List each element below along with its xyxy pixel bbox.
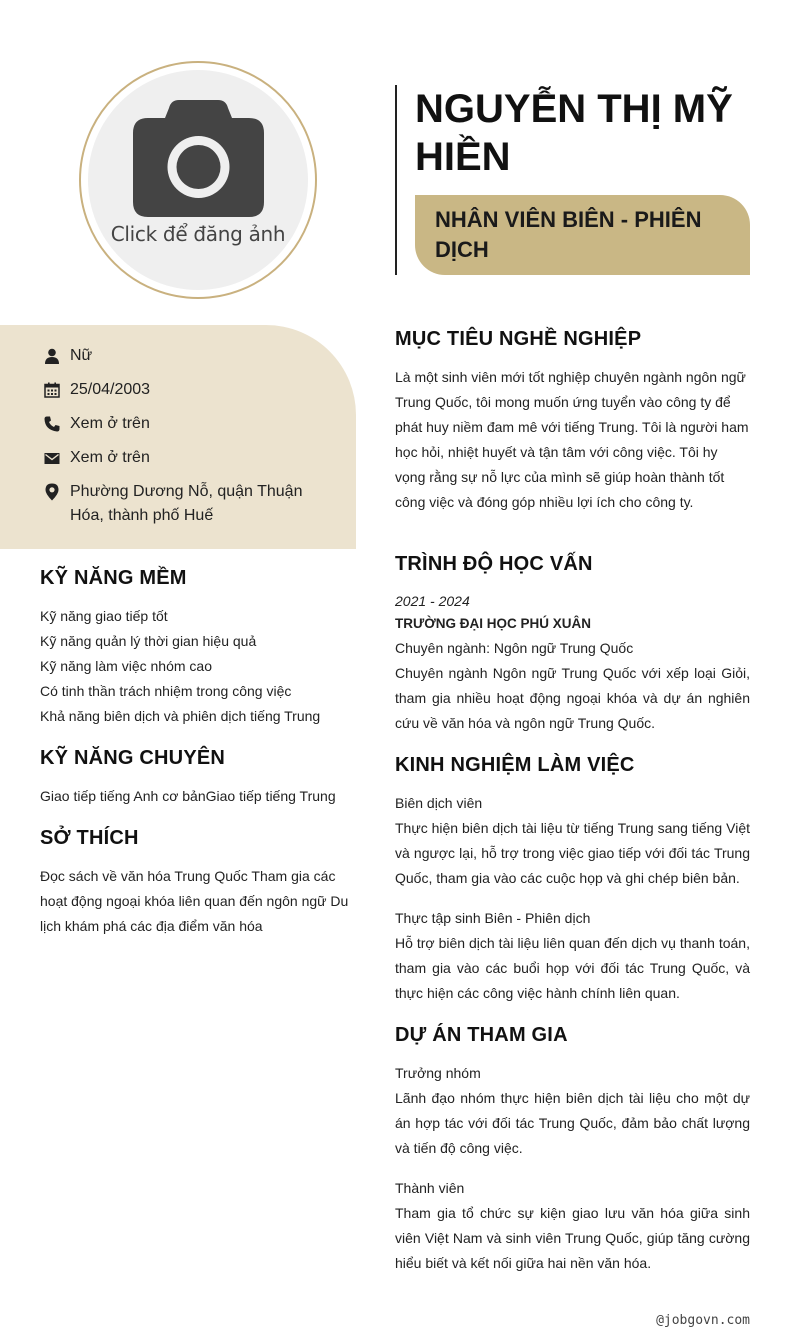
envelope-icon [40,446,64,470]
gender-value: Nữ [70,347,93,364]
phone-value[interactable]: Xem ở trên [70,415,150,432]
soft-skills-list [40,604,356,729]
info-gender [40,344,310,368]
list-item: Kỹ năng quản lý thời gian hiệu quả [40,633,257,649]
projects-title: DỰ ÁN THAM GIA [395,1024,568,1046]
phone-icon [40,412,64,436]
project-role: Thành viên [395,1180,465,1196]
objective-title: MỤC TIÊU NGHỀ NGHIỆP [395,328,642,350]
camera-icon [133,100,264,217]
experience-description: Thực hiện biên dịch tài liệu từ tiếng Trung sang tiếng Việt và ngược lại, hỗ trợ trong việc giao tiếp với đối tác Trung Quốc, tham gia vào các cuộc họp và ghi chép biên bản. [395,820,750,886]
info-birthday [40,378,310,402]
experience-title: KINH NGHIỆM LÀM VIỆC [395,754,635,776]
info-address [40,480,310,528]
info-email [40,446,310,470]
info-phone [40,412,310,436]
education-description: Chuyên ngành Ngôn ngữ Trung Quốc với xếp loại Giỏi, tham gia nhiều hoạt động ngoại khóa và dự án nghiên cứu về văn hóa và ngôn ngữ Trung Quốc. [395,665,750,731]
list-item: Khả năng biên dịch và phiên dịch tiếng Trung [40,708,321,724]
project-description: Tham gia tổ chức sự kiện giao lưu văn hóa giữa sinh viên Việt Nam và sinh viên Trung Quốc, giúp tăng cường hiểu biết và kết nối giữa hai nền văn hóa. [395,1205,750,1271]
candidate-name: NGUYỄN THỊ MỸ HIỀN [415,87,733,179]
list-item: Có tinh thần trách nhiệm trong công việc [40,683,292,699]
hobbies-title: SỞ THÍCH [40,827,139,849]
location-pin-icon [40,480,64,504]
education-title: TRÌNH ĐỘ HỌC VẤN [395,553,593,575]
calendar-icon [40,378,64,402]
address-value: Phường Dương Nỗ, quận Thuận Hóa, thành phố Huế [70,483,303,524]
footer-brand[interactable]: @jobgovn.com [656,1313,750,1328]
objective-text: Là một sinh viên mới tốt nghiệp chuyên ngành ngôn ngữ Trung Quốc, tôi mong muốn ứng tuyển vào công ty để phát huy niềm đam mê với tiếng Trung. Tôi là người ham học hỏi, nhiệt huyết và tận tâm với công việc. Tôi hy vọng rằng sự nỗ lực của mình sẽ giúp hoàn thành tốt công việc và đóng góp nhiều lợi ích cho công ty. [395,369,749,510]
experience-role: Biên dịch viên [395,795,483,811]
pro-skills-title: KỸ NĂNG CHUYÊN [40,747,226,769]
education-major: Chuyên ngành: Ngôn ngữ Trung Quốc [395,640,634,656]
pro-skills-text: Giao tiếp tiếng Anh cơ bảnGiao tiếp tiếng Trung [40,788,336,804]
education-period: 2021 - 2024 [395,593,470,609]
birthday-value: 25/04/2003 [70,381,151,398]
education-school: TRƯỜNG ĐẠI HỌC PHÚ XUÂN [395,616,591,631]
job-title: NHÂN VIÊN BIÊN - PHIÊN DỊCH [435,207,702,262]
hobbies-text: Đọc sách về văn hóa Trung Quốc Tham gia các hoạt động ngoại khóa liên quan đến ngôn ngữ Du lịch khám phá các địa điểm văn hóa [40,868,349,934]
name-divider [395,85,397,275]
list-item: Kỹ năng làm việc nhóm cao [40,658,212,674]
person-icon [40,344,64,368]
project-description: Lãnh đạo nhóm thực hiện biên dịch tài liệu cho một dự án hợp tác với đối tác Trung Quốc, đảm bảo chất lượng và tiến độ công việc. [395,1090,750,1156]
experience-description: Hỗ trợ biên dịch tài liệu liên quan đến dịch vụ thanh toán, tham gia vào các buổi họp với đối tác Trung Quốc, và thực hiện các công việc hành chính liên quan. [395,935,750,1001]
email-value[interactable]: Xem ở trên [70,449,150,466]
job-title-badge [415,195,750,275]
experience-role: Thực tập sinh Biên - Phiên dịch [395,910,591,926]
project-role: Trưởng nhóm [395,1065,481,1081]
soft-skills-title: KỸ NĂNG MỀM [40,567,187,589]
list-item: Kỹ năng giao tiếp tốt [40,608,168,624]
avatar-caption[interactable]: Click để đăng ảnh [110,222,286,246]
